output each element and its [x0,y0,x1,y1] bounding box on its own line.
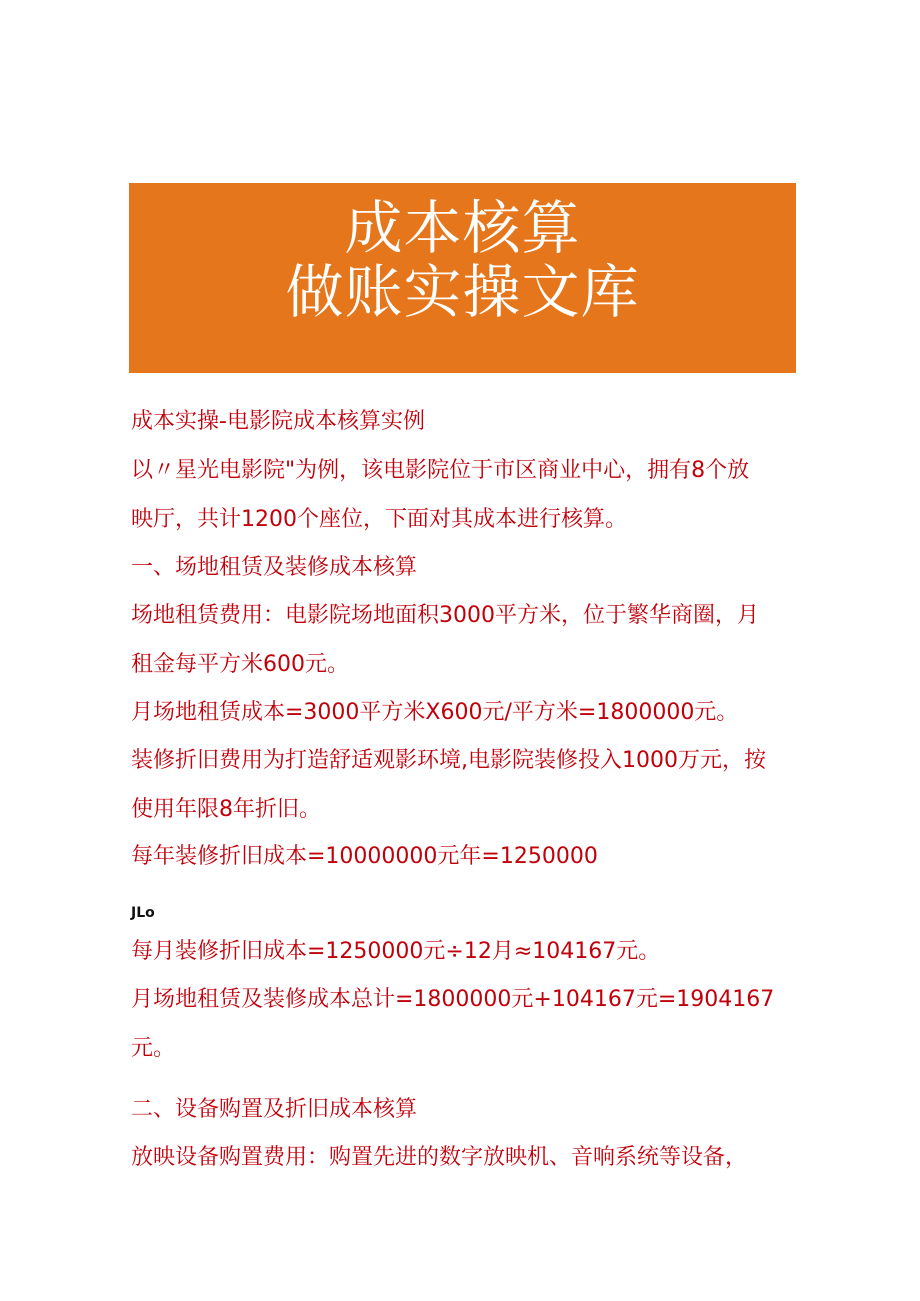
paragraph-line: 映厅，共计1200个座位，下面对其成本进行核算。 [131,507,627,532]
paragraph-line: 使用年限8年折旧。 [131,797,321,822]
formula-line: 每月装修折旧成本=1250000元÷12月≈104167元。 [131,939,661,964]
banner-title-line-1: 成本核算 [344,194,581,262]
paragraph-line: 租金每平方米600元。 [131,652,349,677]
formula-line: 月场地租赁及装修成本总计=1800000元+104167元=1904167 [131,987,775,1012]
paragraph-line: 装修折旧费用为打造舒适观影环境,电影院装修投入1000万元，按 [131,748,766,773]
paragraph-line: 元。 [131,1036,176,1061]
stray-text: JLo [131,905,155,921]
formula-line: 月场地租赁成本=3000平方米X600元/平方米=1800000元。 [131,700,739,725]
section-heading-intro: 成本实操-电影院成本核算实例 [131,409,425,434]
paragraph-line: 放映设备购置费用：购置先进的数字放映机、音响系统等设备， [131,1145,748,1170]
section-heading-1: 一、场地租赁及装修成本核算 [131,555,418,580]
section-heading-2: 二、设备购置及折旧成本核算 [131,1097,418,1122]
paragraph-line: 以〃星光电影院"为例，该电影院位于市区商业中心，拥有8个放 [131,458,750,483]
banner-title-line-2: 做账实操文库 [285,258,640,326]
paragraph-line: 场地租赁费用：电影院场地面积3000平方米，位于繁华商圈，月 [131,603,759,628]
title-banner [129,183,796,373]
formula-line: 每年装修折旧成本=10000000元年=1250000 [131,844,598,869]
